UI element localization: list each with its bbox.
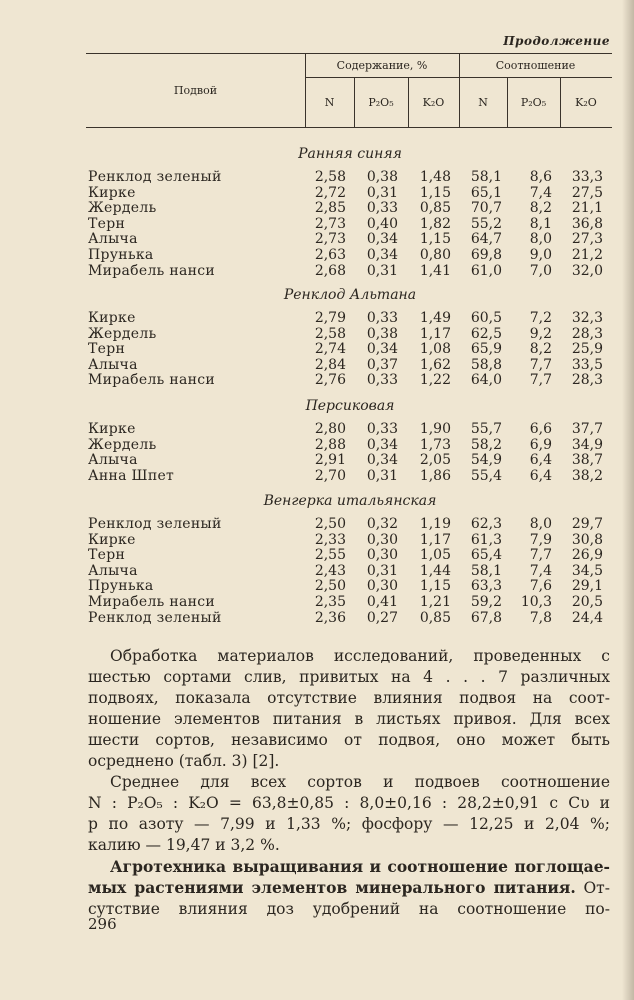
table-cell: 0,38 <box>366 325 398 342</box>
rootstock-name: Алыча <box>88 231 138 248</box>
paragraph-1 <box>88 646 610 772</box>
table-row <box>0 169 634 185</box>
table-row <box>0 437 634 453</box>
table-cell: 2,70 <box>314 467 346 484</box>
table-row <box>0 452 634 468</box>
table-cell: 1,90 <box>419 421 451 437</box>
text-line: сутствие влияния доз удобрений на соотношение по- <box>88 900 610 918</box>
table-cell: 2,50 <box>314 516 346 532</box>
table-cell: 0,34 <box>366 231 398 248</box>
table-cell: 1,44 <box>419 562 451 579</box>
table-cell: 10,3 <box>520 594 552 610</box>
section-title: Ренклод Альтана <box>283 287 417 303</box>
table-cell: 30,8 <box>571 531 603 548</box>
text-line: Среднее для всех сортов и подвоев соотношение <box>110 773 610 791</box>
table-cell: 1,62 <box>419 356 451 373</box>
text-line-bold: Агротехника выращивания и соотношение поглощае- <box>110 857 610 876</box>
table-cell: 0,33 <box>366 421 398 437</box>
rootstock-name: Мирабель нанси <box>88 594 216 610</box>
table-cell: 69,8 <box>470 247 502 263</box>
rootstock-name: Терн <box>88 547 126 564</box>
section-title: Персиковая <box>305 398 395 414</box>
table-cell: 0,41 <box>366 594 398 610</box>
text-line: N : P₂O₅ : K₂O = 63,8±0,85 : 8,0±0,16 : 28,2±0,91 с Cυ и <box>88 794 610 812</box>
table-cell: 61,0 <box>470 262 502 279</box>
table-cell: 8,0 <box>529 231 552 248</box>
page-edge-shadow <box>622 0 634 1000</box>
table-cell: 0,40 <box>366 215 398 232</box>
table-cell: 2,73 <box>314 231 346 248</box>
table-cell: 0,37 <box>366 356 398 373</box>
table-cell: 58,8 <box>470 356 502 373</box>
table-row <box>0 326 634 342</box>
rootstock-name: Ренклод зеленый <box>88 609 222 626</box>
table-cell: 27,3 <box>571 231 603 248</box>
table-cell: 29,7 <box>571 516 603 532</box>
rootstock-name: Алыча <box>88 356 138 373</box>
table-cell: 2,76 <box>314 372 346 389</box>
table-cell: 2,74 <box>314 341 346 358</box>
table-cell: 0,31 <box>366 262 398 279</box>
table-cell: 6,9 <box>529 436 552 453</box>
text-line: осреднено (табл. 3) [2]. <box>88 752 280 770</box>
table-cell: 38,2 <box>571 467 603 484</box>
table-cell: 1,15 <box>419 578 451 595</box>
table-cell: 0,31 <box>366 467 398 484</box>
table-cell: 1,15 <box>419 231 451 248</box>
table-cell: 59,2 <box>470 594 502 610</box>
table-row <box>0 263 634 279</box>
table-cell: 9,0 <box>529 247 552 263</box>
table-cell: 1,17 <box>419 325 451 342</box>
header-col-n-ratio: N <box>478 96 488 109</box>
table-cell: 8,2 <box>529 341 552 358</box>
header-top-rule <box>86 53 612 54</box>
table-cell: 8,0 <box>529 516 552 532</box>
text-fragment: От- <box>583 879 610 897</box>
paragraph-3 <box>88 856 610 920</box>
table-cell: 33,5 <box>571 356 603 373</box>
header-col-k2o-ratio: K₂O <box>575 96 597 109</box>
table-cell: 32,3 <box>571 310 603 326</box>
page-number: 296 <box>88 915 117 933</box>
table-cell: 1,82 <box>419 215 451 232</box>
table-cell: 64,7 <box>470 231 502 248</box>
table-cell: 8,1 <box>529 215 552 232</box>
table-cell: 1,49 <box>419 310 451 326</box>
text-line: подвоях, показала отсутствие влияния подвоя на соот- <box>88 689 610 707</box>
rootstock-name: Алыча <box>88 562 138 579</box>
table-row <box>0 610 634 626</box>
rootstock-name: Анна Шпет <box>88 467 175 484</box>
table-cell: 0,34 <box>366 341 398 358</box>
table-cell: 61,3 <box>470 531 502 548</box>
table-cell: 2,05 <box>419 452 451 469</box>
section-title: Ранняя синяя <box>298 146 402 162</box>
table-cell: 60,5 <box>470 310 502 326</box>
table-cell: 6,6 <box>529 421 552 437</box>
table-cell: 1,15 <box>419 184 451 201</box>
table-cell: 2,80 <box>314 421 346 437</box>
table-cell: 26,9 <box>571 547 603 564</box>
table-cell: 2,84 <box>314 356 346 373</box>
table-cell: 37,7 <box>571 421 603 437</box>
table-row <box>0 310 634 326</box>
rootstock-name: Алыча <box>88 452 138 469</box>
text-line: p по азоту — 7,99 и 1,33 %; фосфору — 12,25 и 2,04 %; <box>88 815 610 833</box>
table-cell: 0,30 <box>366 578 398 595</box>
table-cell: 0,85 <box>419 200 451 217</box>
table-cell: 0,33 <box>366 310 398 326</box>
table-cell: 6,4 <box>529 467 552 484</box>
table-cell: 0,31 <box>366 184 398 201</box>
table-cell: 36,8 <box>571 215 603 232</box>
table-cell: 1,21 <box>419 594 451 610</box>
table-cell: 7,4 <box>529 184 552 201</box>
table-cell: 27,5 <box>571 184 603 201</box>
continuation-label: Продолжение <box>503 34 610 48</box>
table-cell: 0,30 <box>366 531 398 548</box>
table-cell: 20,5 <box>571 594 603 610</box>
rootstock-name: Прунька <box>88 578 154 595</box>
table-cell: 7,7 <box>529 547 552 564</box>
table-cell: 21,2 <box>571 247 603 263</box>
rootstock-name: Жердель <box>88 200 157 217</box>
rootstock-name: Жердель <box>88 436 157 453</box>
table-cell: 2,58 <box>314 325 346 342</box>
table-cell: 0,34 <box>366 436 398 453</box>
rootstock-name: Ренклод зеленый <box>88 169 222 185</box>
rootstock-name: Терн <box>88 341 126 358</box>
text-line: калию — 19,47 и 3,2 %. <box>88 836 280 854</box>
table-row <box>0 516 634 532</box>
table-cell: 2,50 <box>314 578 346 595</box>
header-rootstock: Подвой <box>173 84 218 97</box>
table-cell: 1,05 <box>419 547 451 564</box>
table-cell: 54,9 <box>470 452 502 469</box>
table-cell: 2,35 <box>314 594 346 610</box>
table-cell: 7,8 <box>529 609 552 626</box>
table-row <box>0 216 634 232</box>
table-cell: 8,2 <box>529 200 552 217</box>
table-cell: 0,30 <box>366 547 398 564</box>
table-cell: 2,43 <box>314 562 346 579</box>
table-cell: 2,36 <box>314 609 346 626</box>
table-cell: 1,17 <box>419 531 451 548</box>
table-cell: 1,73 <box>419 436 451 453</box>
table-cell: 1,19 <box>419 516 451 532</box>
table-row <box>0 200 634 216</box>
table-cell: 0,32 <box>366 516 398 532</box>
table-cell: 2,79 <box>314 310 346 326</box>
table-cell: 58,2 <box>470 436 502 453</box>
table-cell: 64,0 <box>470 372 502 389</box>
table-row <box>0 468 634 484</box>
table-cell: 55,4 <box>470 467 502 484</box>
table-row <box>0 578 634 594</box>
table-cell: 65,1 <box>470 184 502 201</box>
text-bold-fragment: мых растениями элементов минерального питания. <box>88 878 576 897</box>
header-ratio-group: Соотношение <box>495 59 576 72</box>
header-col-n: N <box>324 96 335 109</box>
rootstock-name: Кирке <box>88 531 136 548</box>
table-row <box>0 532 634 548</box>
table-cell: 1,86 <box>419 467 451 484</box>
table-cell: 7,9 <box>529 531 552 548</box>
table-row <box>0 231 634 247</box>
table-cell: 58,1 <box>470 169 502 185</box>
table-cell: 21,1 <box>571 200 603 217</box>
table-cell: 2,63 <box>314 247 346 263</box>
header-content-group: Содержание, % <box>336 59 428 72</box>
table-cell: 1,08 <box>419 341 451 358</box>
table-cell: 2,73 <box>314 215 346 232</box>
table-cell: 65,4 <box>470 547 502 564</box>
text-line: шестью сортами слив, привитых на 4 . . . 7 различных <box>88 668 610 686</box>
rootstock-name: Мирабель нанси <box>88 262 216 279</box>
header-col-p2o5-ratio: P₂O₅ <box>520 96 547 109</box>
table-cell: 65,9 <box>470 341 502 358</box>
paragraph-2 <box>88 772 610 856</box>
table-cell: 32,0 <box>571 262 603 279</box>
table-cell: 2,85 <box>314 200 346 217</box>
table-cell: 0,34 <box>366 452 398 469</box>
table-cell: 2,88 <box>314 436 346 453</box>
table-cell: 58,1 <box>470 562 502 579</box>
text-line: ношение элементов питания в листьях привоя. Для всех <box>88 710 610 728</box>
text-line: шести сортов, независимо от подвоя, оно может быть <box>88 731 610 749</box>
header-col-p2o5: P₂O₅ <box>368 96 394 109</box>
rootstock-name: Мирабель нанси <box>88 372 216 389</box>
table-row <box>0 357 634 373</box>
table-cell: 0,38 <box>366 169 398 185</box>
table-row <box>0 341 634 357</box>
section-title: Венгерка итальянская <box>263 493 437 509</box>
table-cell: 29,1 <box>571 578 603 595</box>
table-cell: 0,34 <box>366 247 398 263</box>
table-cell: 2,68 <box>314 262 346 279</box>
table-cell: 1,22 <box>419 372 451 389</box>
table-row <box>0 185 634 201</box>
rootstock-name: Прунька <box>88 247 154 263</box>
table-cell: 28,3 <box>571 325 603 342</box>
rootstock-name: Терн <box>88 215 126 232</box>
text-line <box>88 877 610 899</box>
table-cell: 7,6 <box>529 578 552 595</box>
table-cell: 34,5 <box>571 562 603 579</box>
table-cell: 2,33 <box>314 531 346 548</box>
table-cell: 2,72 <box>314 184 346 201</box>
header-col-k2o: K₂O <box>422 96 445 109</box>
table-cell: 7,7 <box>529 356 552 373</box>
table-row <box>0 421 634 437</box>
table-cell: 24,4 <box>571 609 603 626</box>
table-cell: 6,4 <box>529 452 552 469</box>
table-cell: 28,3 <box>571 372 603 389</box>
table-cell: 38,7 <box>571 452 603 469</box>
rootstock-name: Кирке <box>88 184 136 201</box>
table-cell: 1,41 <box>419 262 451 279</box>
table-cell: 62,5 <box>470 325 502 342</box>
table-cell: 34,9 <box>571 436 603 453</box>
rootstock-name: Жердель <box>88 325 157 342</box>
table-cell: 33,3 <box>571 169 603 185</box>
table-cell: 0,85 <box>419 609 451 626</box>
table-cell: 67,8 <box>470 609 502 626</box>
table-cell: 25,9 <box>571 341 603 358</box>
table-cell: 1,48 <box>419 169 451 185</box>
table-cell: 0,31 <box>366 562 398 579</box>
table-cell: 55,7 <box>470 421 502 437</box>
table-cell: 2,91 <box>314 452 346 469</box>
table-row <box>0 247 634 263</box>
table-row <box>0 547 634 563</box>
table-cell: 7,4 <box>529 562 552 579</box>
table-row <box>0 563 634 579</box>
table-cell: 70,7 <box>470 200 502 217</box>
rootstock-name: Ренклод зеленый <box>88 516 222 532</box>
text-line: Обработка материалов исследований, проведенных с <box>110 647 610 665</box>
header-bottom-rule <box>86 127 612 128</box>
table-cell: 2,58 <box>314 169 346 185</box>
table-cell: 7,7 <box>529 372 552 389</box>
table-cell: 8,6 <box>529 169 552 185</box>
table-cell: 9,2 <box>529 325 552 342</box>
table-cell: 0,27 <box>366 609 398 626</box>
table-row <box>0 594 634 610</box>
table-cell: 63,3 <box>470 578 502 595</box>
table-cell: 7,0 <box>529 262 552 279</box>
table-cell: 62,3 <box>470 516 502 532</box>
table-cell: 55,2 <box>470 215 502 232</box>
table-cell: 0,33 <box>366 200 398 217</box>
table-cell: 0,33 <box>366 372 398 389</box>
table-cell: 2,55 <box>314 547 346 564</box>
table-cell: 0,80 <box>419 247 451 263</box>
rootstock-name: Кирке <box>88 421 136 437</box>
table-cell: 7,2 <box>529 310 552 326</box>
rootstock-name: Кирке <box>88 310 136 326</box>
table-row <box>0 372 634 388</box>
